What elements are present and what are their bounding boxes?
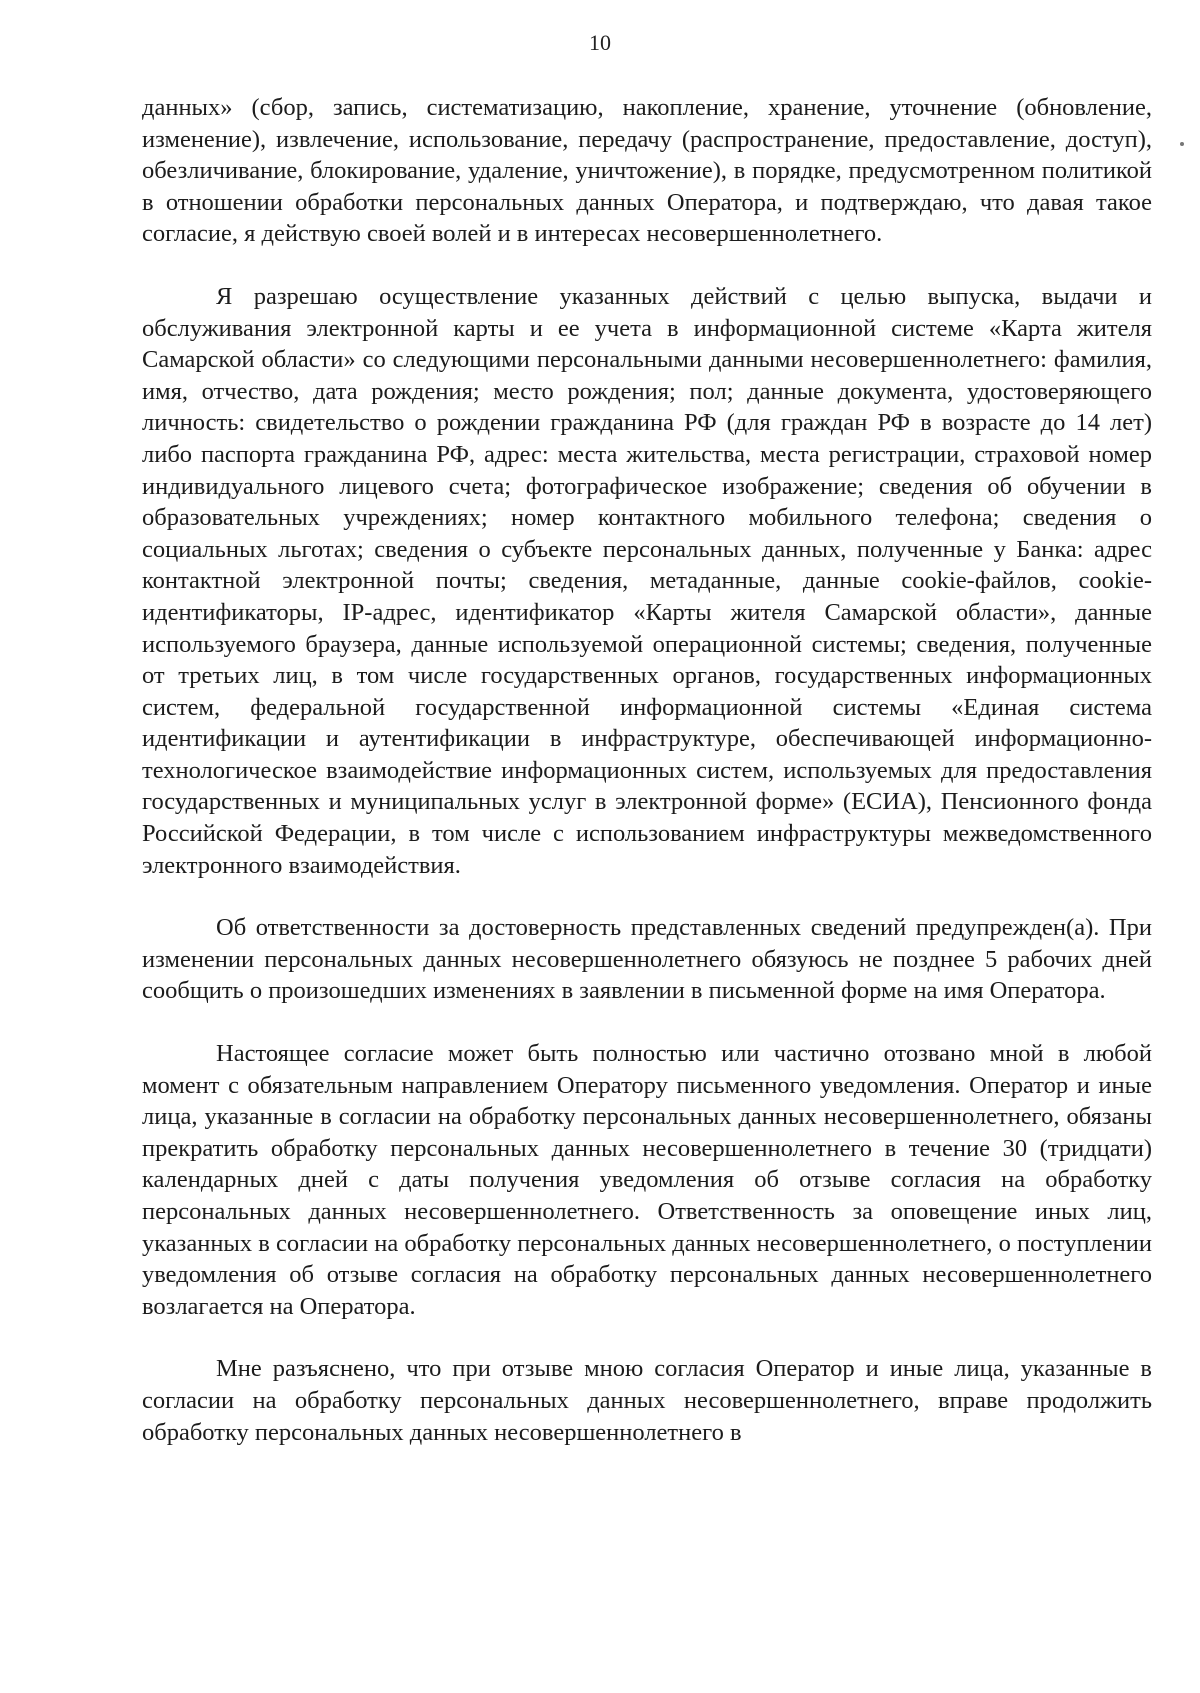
document-body [142, 92, 1152, 1448]
paragraph-consent-revocation: Настоящее согласие может быть полностью или частично отозвано мной в любой момент с обязательным направлением Оператору письменного уведомления. Оператор и иные лица, указанные в согласии на обработку персональных данных несовершеннолетнего, обязаны прекратить обработку персональных данных несовершеннолетнего в течение 30 (тридцати) календарных дней с даты получения уведомления об отзыве согласия на обработку персональных данных несовершеннолетнего. Ответственность за оповещение иных лиц, указанных в согласии на обработку персональных данных несовершеннолетнего, о поступлении уведомления об отзыве согласия на обработку персональных данных несовершеннолетнего возлагается на Оператора. [142, 1040, 1152, 1320]
paragraph-continuation: данных» (сбор, запись, систематизацию, накопление, хранение, уточнение (обновление, изменение), извлечение, использование, передачу (распространение, предоставление, доступ), обезличивание, блокирование, удаление, уничтожение), в порядке, предусмотренном политикой в отношении обработки персональных данных Оператора, и подтверждаю, что давая такое согласие, я действую своей волей и в интересах несовершеннолетнего. [142, 94, 1152, 248]
paragraph-explanation: Мне разъяснено, что при отзыве мною согласия Оператор и иные лица, указанные в согласии на обработку персональных данных несовершеннолетнего, вправе продолжить обработку персональных данных несовершеннолетнего в [142, 1355, 1152, 1446]
scan-speck [1180, 142, 1184, 146]
page-number: 10 [589, 30, 611, 55]
paragraph-responsibility: Об ответственности за достоверность представленных сведений предупрежден(а). При изменении персональных данных несовершеннолетнего обязуюсь не позднее 5 рабочих дней сообщить о произошедших изменениях в заявлении в письменной форме на имя Оператора. [142, 914, 1152, 1005]
paragraph-permitted-actions: Я разрешаю осуществление указанных действий с целью выпуска, выдачи и обслуживания электронной карты и ее учета в информационной системе «Карта жителя Самарской области» со следующими персональными данными несовершеннолетнего: фамилия, имя, отчество, дата рождения; место рождения; пол; данные документа, удостоверяющего личность: свидетельство о рождении гражданина РФ (для граждан РФ в возрасте до 14 лет) либо паспорта гражданина РФ, адрес: места жительства, места регистрации, страховой номер индивидуального лицевого счета; фотографическое изображение; сведения об обучении в образовательных учреждениях; номер контактного мобильного телефона; сведения о социальных льготах; сведения о субъекте персональных данных, полученные у Банка: адрес контактной электронной почты; сведения, метаданные, данные cookie-файлов, cookie-идентификаторы, IP-адрес, идентификатор «Карты жителя Самарской области», данные используемого браузера, данные используемой операционной системы; сведения, полученные от третьих лиц, в том числе государственных органов, государственных информационных систем, федеральной государственной информационной системы «Единая система идентификации и аутентификации в инфраструктуре, обеспечивающей информационно-технологическое взаимодействие информационных систем, используемых для предоставления государственных и муниципальных услуг в электронной форме» (ЕСИА), Пенсионного фонда Российской Федерации, в том числе с использованием инфраструктуры межведомственного электронного взаимодействия. [142, 282, 1152, 879]
